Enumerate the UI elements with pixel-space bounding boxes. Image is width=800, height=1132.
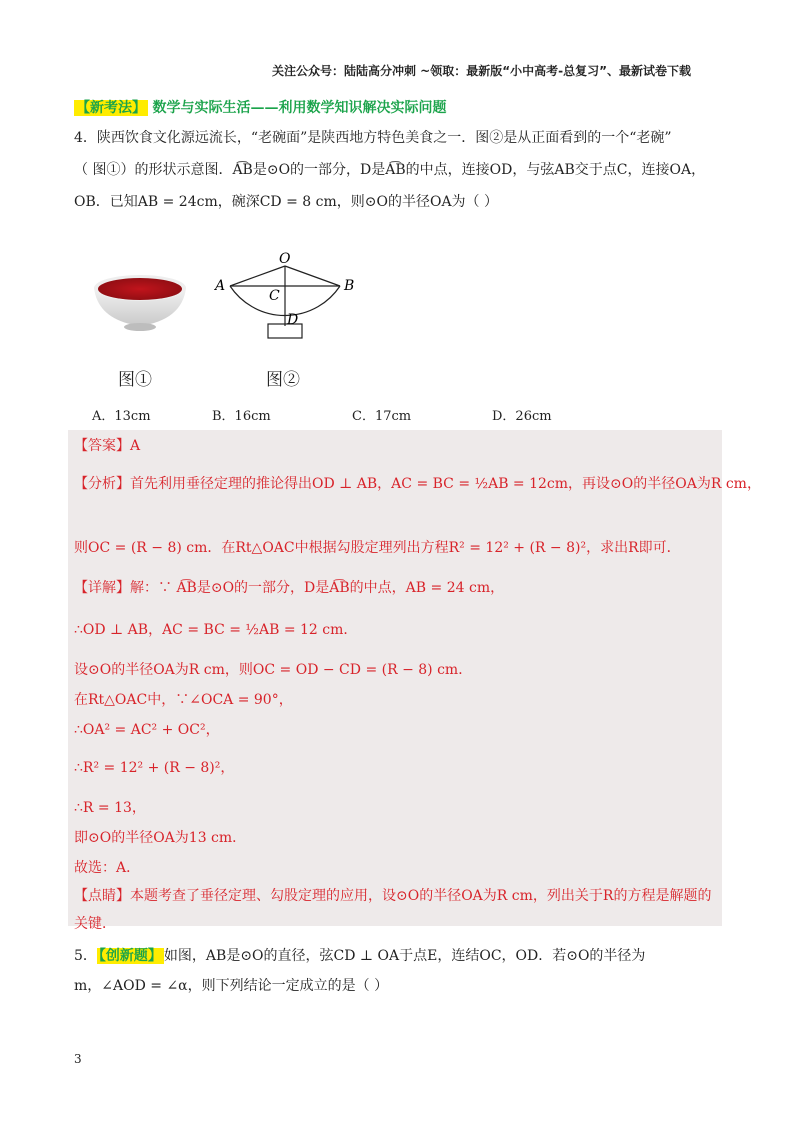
label-d: D [287, 312, 299, 328]
comment-tag: 【点睛】 [74, 888, 130, 904]
q4-line2: （ 图①）的形状示意图．A͡B是⊙O的一部分，D是A͡B的中点，连接OD，与弦AB交于点C，连接OA， [74, 162, 706, 178]
section-tag: 【新考法】 [76, 100, 146, 116]
option-a: A．13cm [92, 409, 151, 424]
analysis-tag: 【分析】 [74, 476, 130, 492]
q5-line1 [74, 946, 645, 966]
option-c: C．17cm [352, 409, 412, 424]
detail-line1 [74, 578, 504, 598]
bowl-diagram [212, 248, 362, 344]
figure2-label: 图② [266, 370, 300, 390]
answer-value: A [130, 438, 141, 454]
analysis-text1: 首先利用垂径定理的推论得出OD ⊥ AB，AC = BC = ½AB = 12cm，再设⊙O的半径OA为R cm， [130, 476, 761, 492]
page-number: 3 [74, 1052, 82, 1066]
page-header: 关注公众号：陆陆高分冲刺 ~领取：最新版“小中高考-总复习”、最新试卷下载 [272, 64, 691, 78]
option-d: D．26cm [492, 409, 552, 424]
section-title: 数学与实际生活——利用数学知识解决实际问题 [152, 100, 447, 116]
q4-line3: OB．已知AB = 24cm，碗深CD = 8 cm，则⊙O的半径OA为（ ） [74, 194, 499, 210]
detail-line6: ∴R² = 12² + (R − 8)²， [74, 760, 235, 776]
label-o: O [279, 251, 291, 267]
option-b: B．16cm [212, 409, 271, 424]
comment-line1 [74, 886, 711, 906]
q5-text1: 如图，AB是⊙O的直径，弦CD ⊥ OA于点E，连结OC，OD．若⊙O的半径为 [163, 948, 646, 964]
analysis-line1 [74, 474, 761, 494]
detail-tag: 【详解】 [74, 580, 130, 596]
q5-line2: m，∠AOD = ∠α，则下列结论一定成立的是（ ） [74, 978, 389, 994]
label-c: C [269, 288, 280, 304]
detail-line9: 故选：A． [74, 860, 141, 876]
q4-line1: 4．陕西饮食文化源远流长，“老碗面”是陕西地方特色美食之一．图②是从正面看到的一个“老碗” [74, 130, 672, 146]
figure1-label: 图① [118, 370, 152, 390]
detail-line4: 在Rt△OAC中，∵∠OCA = 90°， [74, 692, 293, 708]
q5-tag: 【创新题】 [98, 948, 162, 964]
detail-text1: 解：∵ A͡B是⊙O的一部分，D是A͡B的中点，AB = 24 cm， [130, 580, 505, 596]
detail-line8: 即⊙O的半径OA为13 cm． [74, 830, 247, 846]
detail-line3: 设⊙O的半径OA为R cm，则OC = OD − CD = (R − 8) cm． [74, 662, 473, 678]
q5-number: 5． [74, 948, 97, 964]
answer-tag: 【答案】 [74, 438, 130, 454]
label-a: A [215, 278, 226, 294]
analysis-line2: 则OC = (R − 8) cm．在Rt△OAC中根据勾股定理列出方程R² = 12² + (R − 8)²，求出R即可． [74, 540, 681, 556]
comment-line2: 关键． [74, 916, 116, 932]
detail-line7: ∴R = 13， [74, 800, 146, 816]
section-heading [74, 98, 446, 118]
detail-line2: ∴OD ⊥ AB，AC = BC = ½AB = 12 cm． [74, 622, 358, 638]
detail-line5: ∴OA² = AC² + OC²， [74, 722, 220, 738]
bowl-photo [90, 270, 190, 332]
label-b: B [344, 278, 355, 294]
answer-line [74, 436, 140, 456]
comment-text1: 本题考查了垂径定理、勾股定理的应用，设⊙O的半径OA为R cm，列出关于R的方程是解题的 [130, 888, 712, 904]
